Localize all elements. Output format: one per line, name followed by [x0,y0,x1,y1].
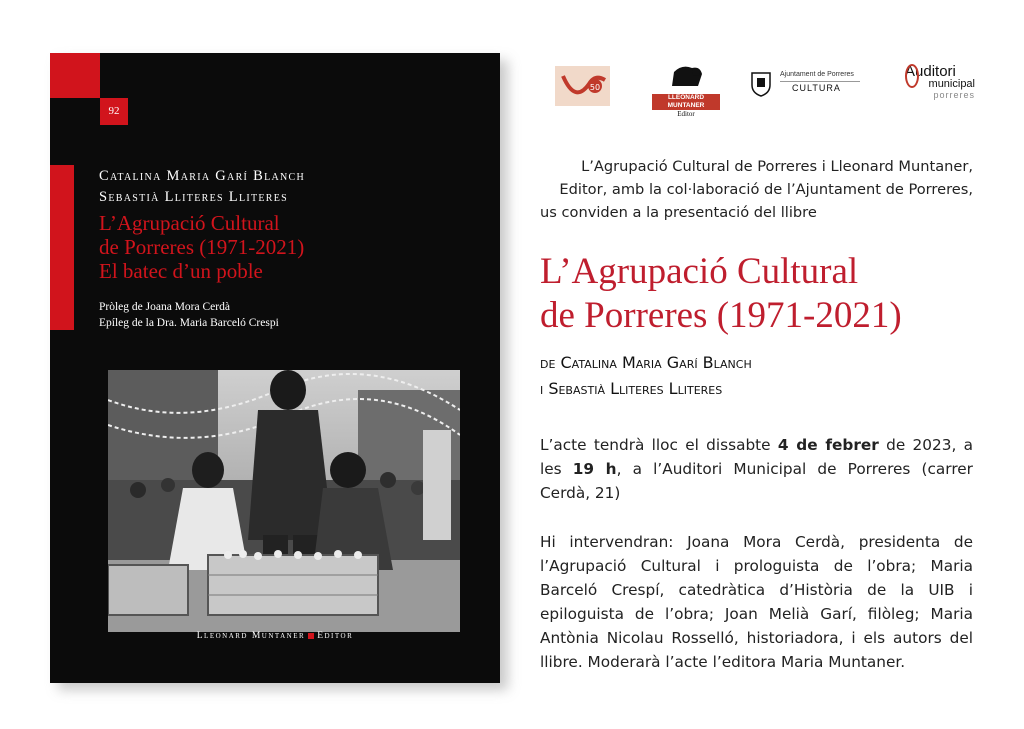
invitation-authors-line-1: de Catalina Maria Garí Blanch [540,353,752,372]
event-text-a: L’acte tendrà lloc el dissabte [540,436,778,454]
cover-author-2: Sebastià Lliteres Lliteres [99,189,289,205]
ajuntament-logo-line1: Ajuntament de Porreres [780,71,854,78]
cover-title-line-1: L’Agrupació Cultural [99,211,280,235]
cover-authors [99,166,305,208]
cover-title-line-2: de Porreres (1971-2021) [99,235,305,259]
shield-icon [750,71,772,97]
cover-publisher-sub: Editor [317,631,354,641]
book-cover [50,53,500,683]
lion-icon [652,62,720,90]
svg-text:50: 50 [589,83,601,92]
auditori-logo-line3: porreres [933,90,975,100]
auditori-logo-line2: municipal [928,78,975,90]
cover-photo [108,370,460,632]
invitation-title-line-1: L’Agrupació Cultural [540,251,859,292]
cover-red-block [50,53,100,98]
lleonard-logo-name: LLEONARD MUNTANER [652,94,720,110]
cover-photo-image [108,370,460,632]
auditori-logo-mark [905,64,919,88]
event-details [540,433,973,505]
invitation-authors [540,350,752,402]
cover-red-bar [50,165,74,330]
agrupacio-cultural-logo [555,66,610,106]
invitation-title [540,250,902,338]
collection-number: 92 [100,98,128,125]
auditori-logo-line1: Auditori [905,63,956,80]
event-date: 4 de febrer [777,436,879,454]
cover-publisher-name: Lleonard Muntaner [196,631,306,641]
cover-title [99,211,304,283]
lleonard-muntaner-logo [652,62,720,118]
intro-line-3: us conviden a la presentació del llibre [540,204,817,221]
intro-line-2: Editor, amb la col·laboració de l’Ajuntament de Porreres, [559,181,973,198]
cover-author-1: Catalina Maria Garí Blanch [99,168,306,184]
cover-epilogue: Epíleg de la Dra. Maria Barceló Crespi [99,317,279,329]
event-time: 19 h [572,460,617,478]
ajuntament-porreres-logo [750,67,875,102]
invitation-authors-line-2: i Sebastià Lliteres Lliteres [540,379,723,398]
cover-prologue: Pròleg de Joana Mora Cerdà [99,301,230,313]
ajuntament-logo-line2: CULTURA [792,83,841,93]
invitation-title-line-2: de Porreres (1971-2021) [540,295,902,336]
event-text-c: , a l’Auditori Municipal de Porreres (carrer Cerdà, 21) [540,460,973,502]
lleonard-logo-sub: Editor [677,110,695,118]
auditori-municipal-logo [905,64,975,104]
cover-subtitle: El batec d’un poble [99,259,263,283]
event-text-b: de 2023, a les [540,436,973,478]
intro-line-1: L’Agrupació Cultural de Porreres i Lleonard Muntaner, [581,158,973,175]
publisher-separator [308,633,314,639]
speakers-paragraph: Hi intervendran: Joana Mora Cerdà, presidenta de l’Agrupació Cultural i prologuista de l’obra; Maria Barceló Crespí, catedràtica d’Història de la UIB i epiloguista de l’obra; Joan Melià Garí, filòleg; Maria Antònia Nicolau Rosselló, historiadora, i els autors del llibre. Moderarà l’acte l’editora Maria Muntaner. [540,533,973,671]
cover-publisher [50,631,500,641]
invitation-intro [540,155,973,224]
ajuntament-logo-rule [780,81,860,82]
cover-credits [99,299,279,331]
